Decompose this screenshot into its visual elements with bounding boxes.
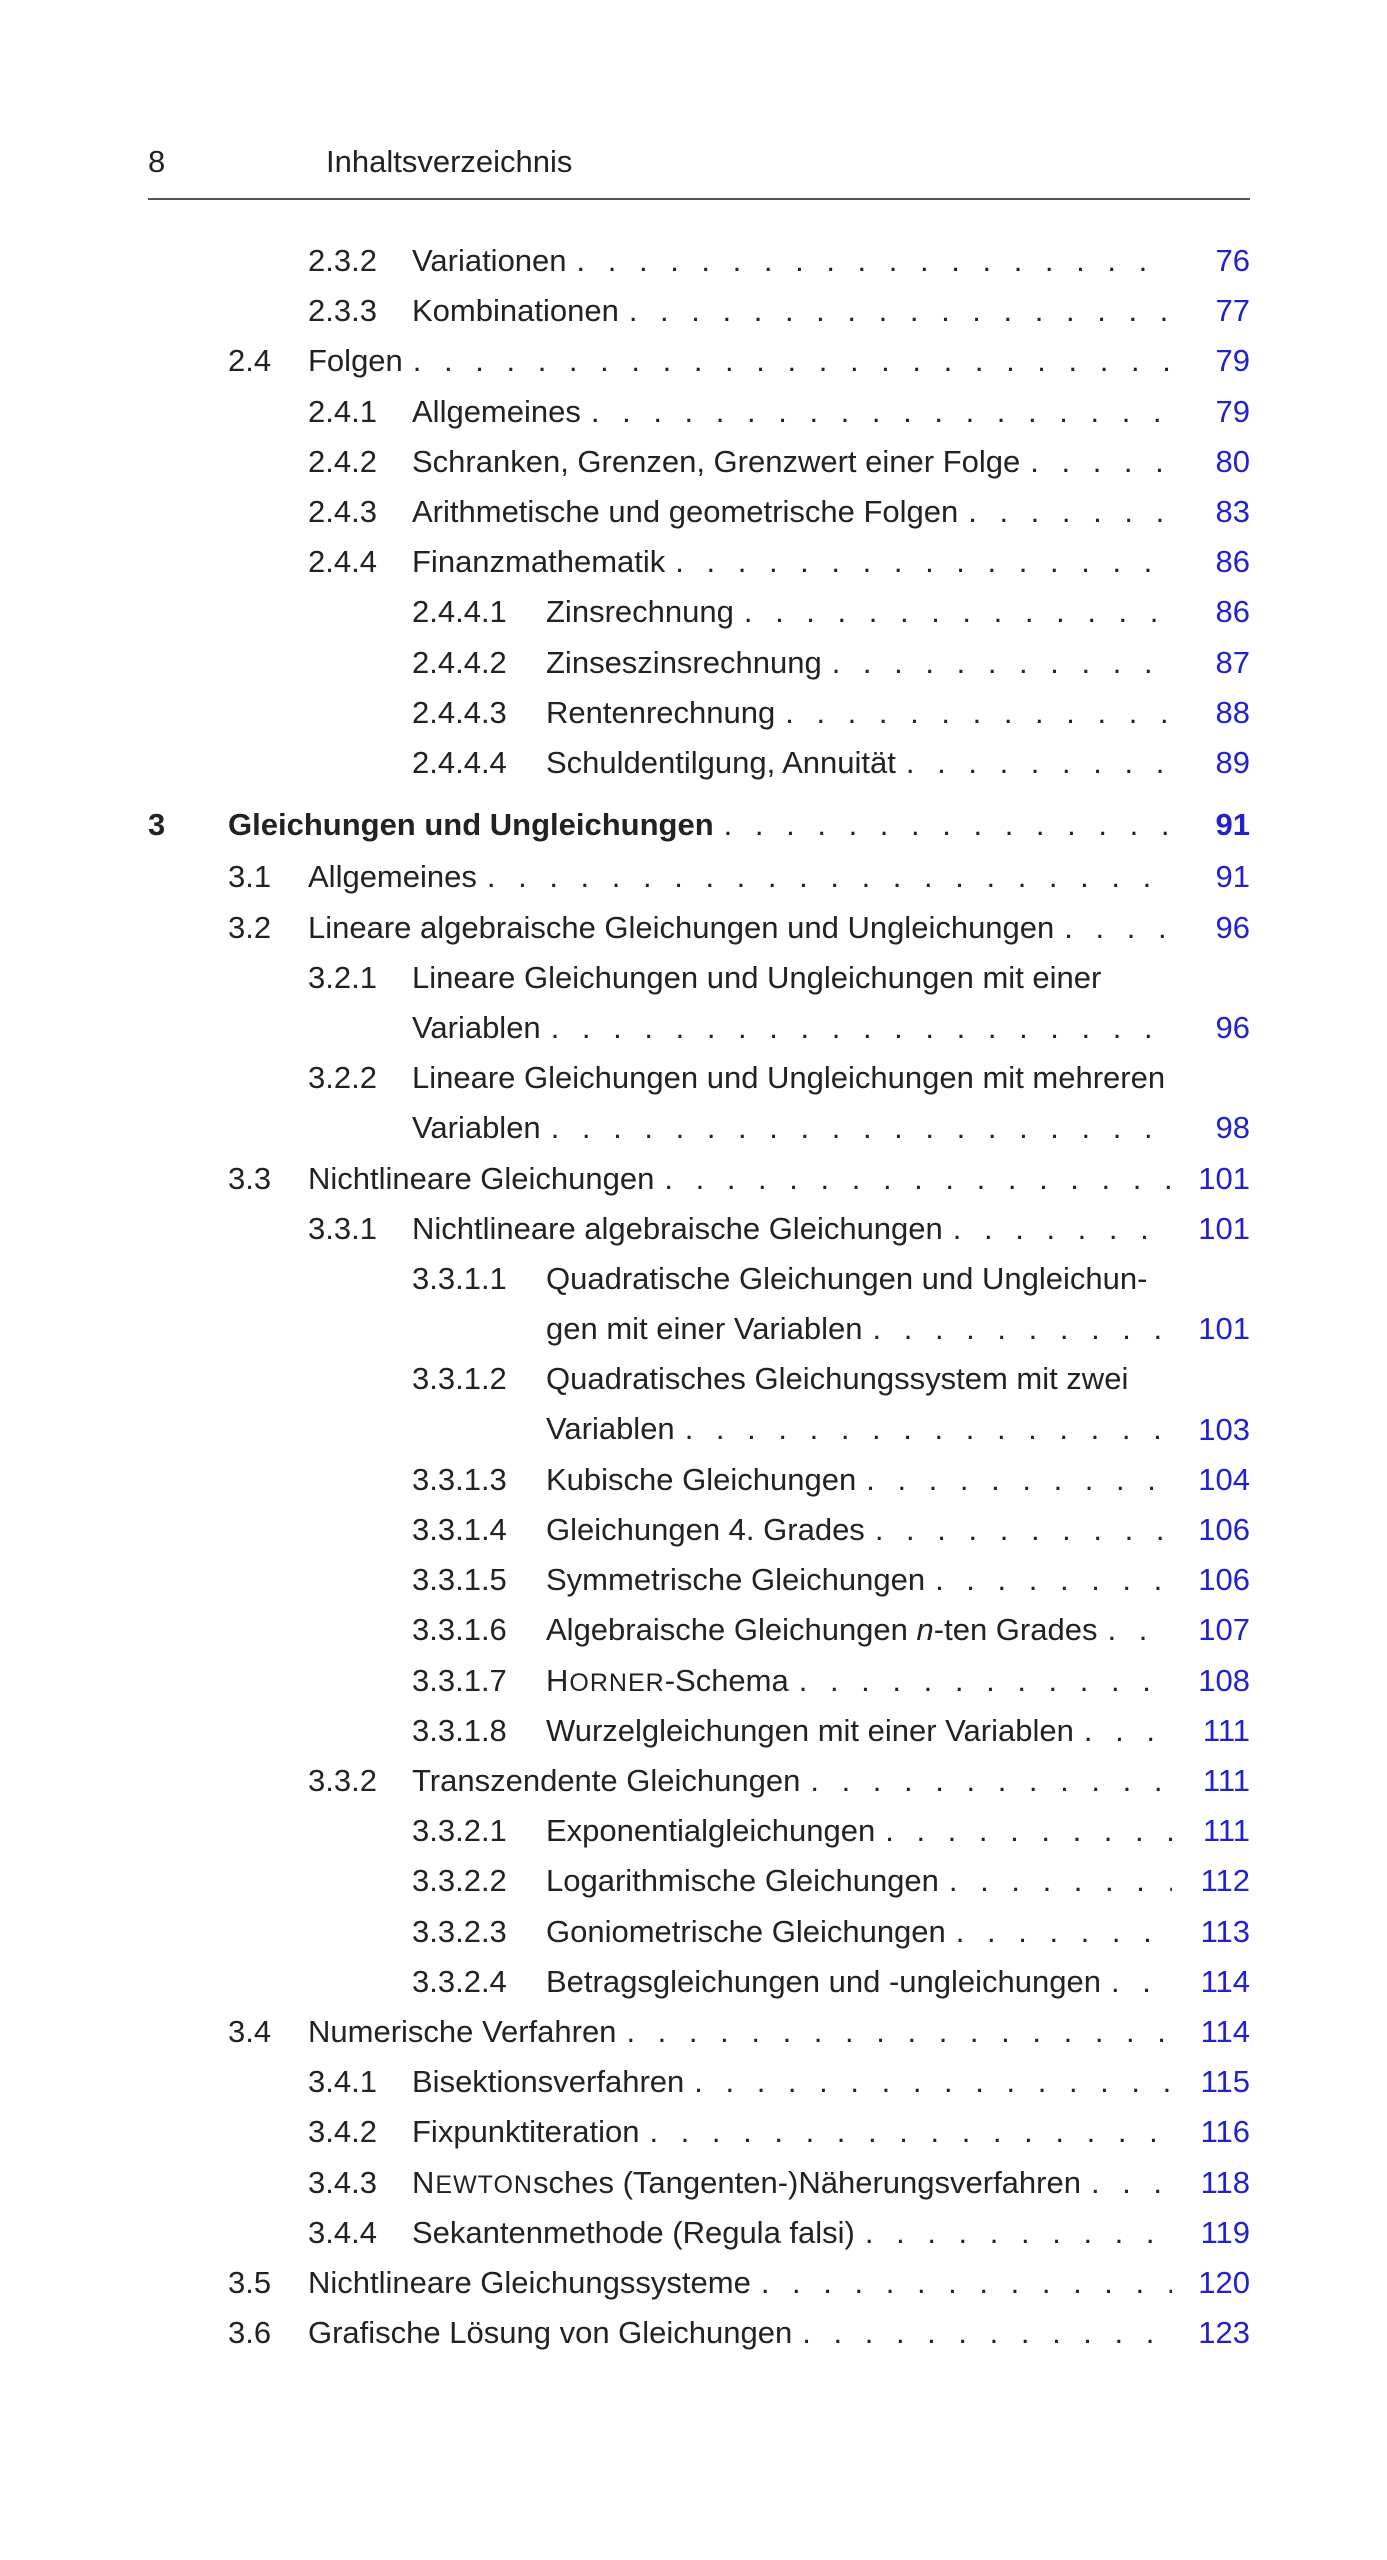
toc-entry-title-continued[interactable]: Variablen [412,1110,541,1146]
toc-entry-title[interactable]: Grafische Lösung von Gleichungen [308,2315,793,2351]
toc-dot-leader [664,1154,1172,1204]
toc-entry-title[interactable]: Kombinationen [412,293,619,329]
toc-entry-number: 3.6 [228,2315,272,2351]
toc-dot-leader [953,1204,1172,1254]
toc-entry-title[interactable]: Schuldentilgung, Annuität [546,745,896,780]
toc-page-link[interactable]: 120 [1198,2265,1250,2300]
toc-entry[interactable] [148,2107,1250,2157]
toc-entry-body [412,537,1172,587]
toc-entry-line [412,2208,1172,2258]
toc-entry-body [412,1204,1172,1254]
toc-entry-line [412,537,1172,587]
toc-title-part: Algebraische Gleichungen [546,1612,917,1648]
toc-page-link[interactable]: 91 [1215,859,1250,895]
toc-page-link[interactable]: 101 [1198,1210,1250,1246]
toc-entry-number: 3.5 [228,2265,272,2300]
toc-entry-body [412,437,1172,487]
toc-entry-body [546,587,1172,637]
toc-entry-line [546,638,1172,688]
toc-dot-leader [865,2208,1172,2258]
toc-entry-number: 3.4.2 [308,2114,377,2150]
toc-entry-body [546,1555,1172,1605]
toc-title-part: sches (Tangenten-)Näherungsverfahren [532,2164,1081,2200]
toc-entry-body [546,1806,1172,1856]
toc-entry-body [412,236,1172,286]
toc-entry-body [546,1254,1172,1354]
toc-entry[interactable] [148,1957,1250,2007]
toc-entry[interactable] [148,2208,1250,2258]
toc-page-link[interactable]: 106 [1198,1562,1250,1598]
toc-entry[interactable] [148,437,1250,487]
toc-entry-line [546,1605,1172,1655]
toc-entry-title-continued[interactable]: gen mit einer Variablen [546,1311,863,1346]
toc-entry-title[interactable]: Zinsrechnung [546,594,734,630]
toc-entry[interactable] [148,738,1250,788]
toc-entry[interactable] [148,1053,1250,1153]
toc-dot-leader [487,852,1172,902]
toc-entry-number: 3.3.1.8 [412,1712,507,1748]
toc-page-link[interactable]: 115 [1200,2064,1250,2100]
toc-entry-title[interactable]: Sekantenmethode (Regula falsi) [412,2214,855,2250]
toc-entry-number: 3.3.1.7 [412,1662,507,1698]
toc-page-link[interactable]: 103 [1198,1411,1250,1447]
toc-entry[interactable] [148,236,1250,286]
toc-entry[interactable] [148,1706,1250,1756]
toc-entry-line [308,336,1172,386]
toc-dot-leader [694,2057,1172,2107]
toc-page-link[interactable]: 79 [1215,343,1250,379]
toc-entry-line [308,903,1172,953]
toc-page-link[interactable]: 101 [1198,1160,1250,1196]
toc-page-link[interactable]: 77 [1215,293,1250,329]
toc-entry[interactable] [148,2308,1250,2358]
toc-dot-leader [1030,437,1172,487]
toc-dot-leader [761,2258,1172,2308]
toc-page-link[interactable]: 89 [1215,745,1250,780]
toc-entry-line [412,2158,1172,2208]
toc-entry[interactable] [148,1254,1250,1354]
toc-entry-number: 3.3.1.5 [412,1562,507,1598]
toc-entry[interactable] [148,1605,1250,1655]
toc-dot-leader [956,1907,1172,1957]
toc-entry-body [412,2107,1172,2157]
toc-entry-title[interactable]: Lineare Gleichungen und Ungleichungen mit einer [412,959,1102,995]
toc-entry-line [546,1806,1172,1856]
toc-dot-leader [832,638,1172,688]
toc-entry-body [546,1505,1172,1555]
toc-dot-leader [551,1003,1172,1053]
toc-entry-body [308,2258,1172,2308]
toc-entry-line [412,387,1172,437]
toc-page-link[interactable]: 80 [1215,443,1250,479]
toc-entry[interactable] [148,1555,1250,1605]
toc-entry-number: 2.4.4.2 [412,644,507,680]
toc-title-name: HORNER [546,1662,665,1698]
toc-entry[interactable] [148,2057,1250,2107]
toc-entry-title[interactable] [412,2158,1081,2210]
toc-dot-leader [626,2007,1172,2057]
toc-entry-title-continued[interactable]: Variablen [546,1411,675,1447]
toc-entry-line [308,2308,1172,2358]
toc-entry-line [546,688,1172,738]
toc-entry-title[interactable]: Allgemeines [308,859,477,895]
toc-entry-title[interactable]: Finanzmathematik [412,544,666,580]
toc-page-link[interactable]: 96 [1215,1009,1250,1045]
toc-entry-number: 2.4.4 [308,544,377,580]
toc-entry-title[interactable]: Zinseszinsrechnung [546,644,822,680]
toc-entry-title[interactable]: Symmetrische Gleichungen [546,1562,926,1598]
toc-entry[interactable] [148,286,1250,336]
toc-entry-body [412,286,1172,336]
toc-entry-number: 3.3.1.3 [412,1461,507,1497]
toc-entry-number: 3.3.2 [308,1763,377,1798]
toc-entry-body [228,800,1172,850]
toc-entry-line [228,800,1172,850]
toc-page-link[interactable]: 112 [1200,1863,1250,1899]
toc-entry-number: 2.4.4.3 [412,694,507,730]
toc-entry-title[interactable]: Goniometrische Gleichungen [546,1913,946,1949]
toc-entry-body [546,1706,1172,1756]
toc-dot-leader [577,236,1172,286]
toc-page-link[interactable]: 88 [1215,694,1250,730]
toc-entry-title-continued[interactable]: Variablen [412,1009,541,1045]
toc-title-part: -Schema [664,1662,789,1698]
toc-entry-number: 3.3.1.1 [412,1261,507,1296]
toc-entry-line [412,1756,1172,1806]
toc-entry[interactable] [148,487,1250,537]
toc-entry-number: 2.4.4.1 [412,594,507,630]
toc-entry-body [308,2308,1172,2358]
toc-entry-title[interactable]: Logarithmische Gleichungen [546,1863,939,1899]
toc-dot-leader [906,738,1172,788]
toc-entry-number: 2.3.3 [308,293,377,329]
toc-entry[interactable] [148,2158,1250,2208]
toc-dot-leader [866,1455,1172,1505]
toc-page-link[interactable]: 83 [1215,494,1250,529]
toc-entry-number: 3.3.1.6 [412,1612,507,1648]
toc-entry-number: 3.1 [228,859,272,895]
toc-entry[interactable] [148,2007,1250,2057]
toc-entry-body [308,2007,1172,2057]
toc-entry-number: 3.4.3 [308,2164,377,2200]
toc-entry-line [412,1103,1172,1153]
toc-entry-title[interactable]: Exponentialgleichungen [546,1813,876,1849]
toc-page-link[interactable]: 113 [1200,1913,1250,1949]
toc-entry[interactable] [148,2258,1250,2308]
toc-page-link[interactable]: 116 [1200,2114,1250,2150]
toc-entry-body [412,2158,1172,2208]
toc-entry-number: 3.3.2.1 [412,1813,507,1849]
toc-page-link[interactable]: 86 [1215,544,1250,580]
toc-entry-line [546,1404,1172,1454]
toc-entry-title[interactable]: Gleichungen 4. Grades [546,1512,865,1547]
toc-entry-line [412,2057,1172,2107]
toc-entry-number: 2.3.2 [308,243,377,278]
toc-entry-body [412,1756,1172,1806]
toc-entry-title[interactable] [546,1605,1097,1655]
toc-entry-line [546,1907,1172,1957]
toc-dot-leader [629,286,1172,336]
toc-entry-number: 2.4.3 [308,494,377,529]
toc-entry-title[interactable]: Betragsgleichungen und -ungleichungen [546,1963,1101,1999]
toc-entry[interactable] [148,688,1250,738]
toc-entry-line [412,1053,1172,1103]
toc-entry-title[interactable]: Wurzelgleichungen mit einer Variablen [546,1712,1074,1748]
toc-entry[interactable] [148,1806,1250,1856]
toc-dot-leader [1064,903,1172,953]
toc-entry-title[interactable]: Lineare Gleichungen und Ungleichungen mit mehreren [412,1060,1166,1096]
toc-entry-body [546,1957,1172,2007]
toc-entry-number: 3.4.4 [308,2214,377,2250]
toc-entry-body [546,688,1172,738]
toc-entry-title[interactable]: Variationen [412,243,567,278]
toc-entry-body [546,638,1172,688]
toc-entry[interactable] [148,387,1250,437]
toc-page-link[interactable]: 123 [1198,2315,1250,2351]
toc-entry[interactable] [148,1856,1250,1906]
toc-entry[interactable] [148,587,1250,637]
toc-page-link[interactable]: 111 [1202,1763,1250,1798]
toc-entry[interactable] [148,1505,1250,1555]
toc-page-link[interactable]: 86 [1215,594,1250,630]
toc-entry-title[interactable]: Arithmetische und geometrische Folgen [412,494,959,529]
toc-entry-title[interactable]: Nichtlineare Gleichungssysteme [308,2265,751,2300]
toc-dot-leader [799,1656,1172,1706]
toc-entry-body [412,1053,1172,1153]
toc-page-link[interactable]: 114 [1200,1963,1250,1999]
toc-title-part: -ten Grades [933,1612,1098,1648]
toc-entry[interactable] [148,1907,1250,1957]
toc-entry[interactable] [148,953,1250,1053]
toc-entry-number: 3.3.2.4 [412,1963,507,1999]
toc-entry-line [546,1656,1172,1706]
toc-entry[interactable] [148,852,1250,902]
toc-entry-line [412,437,1172,487]
toc-entry-body [546,1605,1172,1655]
toc-entry-line [546,1455,1172,1505]
toc-entry-number: 3.2 [228,909,272,945]
toc-page-link[interactable]: 96 [1215,909,1250,945]
toc-page-link[interactable]: 87 [1215,644,1250,680]
toc-entry[interactable] [148,1656,1250,1706]
toc-entry[interactable] [148,638,1250,688]
toc-entry-body [308,903,1172,953]
toc-dot-leader [873,1304,1173,1354]
toc-page-link[interactable]: 91 [1215,807,1250,843]
toc-entry-body [412,487,1172,537]
toc-entry-title[interactable]: Quadratisches Gleichungssystem mit zwei [546,1361,1129,1397]
toc-dot-leader [551,1103,1172,1153]
toc-entry-body [412,387,1172,437]
toc-entry-line [546,1254,1172,1304]
toc-entry-line [546,1354,1172,1404]
toc-entry-line [546,1706,1172,1756]
toc-entry-number: 2.4.1 [308,393,377,429]
toc-dot-leader [1084,1706,1172,1756]
toc-dot-leader [935,1555,1172,1605]
toc-entry-line [308,2007,1172,2057]
toc-entry-number: 3.3.2.2 [412,1863,507,1899]
toc-title-math: n [916,1612,934,1648]
toc-entry[interactable] [148,1455,1250,1505]
toc-entry-title[interactable]: Allgemeines [412,393,581,429]
toc-page-link[interactable]: 98 [1215,1110,1250,1146]
toc-page-link[interactable]: 79 [1215,393,1250,429]
page-title: Inhaltsverzeichnis [326,144,573,179]
toc-entry-line [412,487,1172,537]
toc-entry[interactable] [148,1154,1250,1204]
toc-title-name: NEWTON [412,2164,533,2200]
toc-entry-body [308,852,1172,902]
toc-dot-leader [413,336,1172,386]
toc-entry-number: 3.4.1 [308,2064,377,2100]
toc-entry-number: 3.3.2.3 [412,1913,507,1949]
toc-entry-line [546,1505,1172,1555]
page-number: 8 [148,144,166,179]
toc-entry-number: 3.2.1 [308,959,377,995]
toc-entry-body [412,2208,1172,2258]
toc-entry-line [308,2258,1172,2308]
toc-page-link[interactable]: 107 [1198,1612,1250,1648]
toc-entry-title[interactable] [546,1656,789,1708]
toc-entry-body [546,1656,1172,1706]
toc-entry-line [308,852,1172,902]
toc-entry-number: 2.4.2 [308,443,377,479]
toc-entry-body [546,1455,1172,1505]
toc-entry-line [412,1003,1172,1053]
running-header [148,138,1250,200]
toc-entry-line [546,1555,1172,1605]
toc-dot-leader [968,487,1172,537]
toc-entry[interactable] [148,537,1250,587]
toc-entry-title[interactable]: Lineare algebraische Gleichungen und Ungleichungen [308,909,1055,945]
toc-entry-number: 2.4 [228,343,272,379]
toc-entry-line [546,1957,1172,2007]
toc-dot-leader [724,800,1172,850]
toc-chapter-entry[interactable] [148,800,1250,850]
toc-entry-line [546,738,1172,788]
toc-entry-title[interactable]: Nichtlineare algebraische Gleichungen [412,1210,943,1246]
toc-entry-title[interactable]: Folgen [308,343,403,379]
toc-entry-number: 3.3.1.2 [412,1361,507,1397]
toc-entry-body [546,1856,1172,1906]
toc-entry-title[interactable]: Bisektionsverfahren [412,2064,685,2100]
toc-page-link[interactable]: 111 [1202,1813,1250,1849]
toc-entry-line [412,236,1172,286]
toc-page-link[interactable]: 118 [1200,2164,1250,2200]
toc-entry-body [412,953,1172,1053]
toc-entry-body [412,2057,1172,2107]
toc-entry-title[interactable]: Numerische Verfahren [308,2014,617,2049]
toc-page-link[interactable]: 111 [1202,1712,1250,1748]
toc-entry-body [546,738,1172,788]
toc-entry-line [308,1154,1172,1204]
toc-entry-line [546,1856,1172,1906]
toc-dot-leader [949,1856,1172,1906]
toc-page-link[interactable]: 114 [1200,2014,1250,2049]
toc-entry-line [412,953,1172,1003]
toc-page-link[interactable]: 119 [1200,2214,1250,2250]
toc-entry-number: 3.2.2 [308,1060,377,1096]
toc-entry-title[interactable]: Schranken, Grenzen, Grenzwert einer Folge [412,443,1021,479]
toc-dot-leader [1111,1957,1172,2007]
toc-entry-number: 3 [148,807,166,843]
toc-page-link[interactable]: 101 [1198,1311,1250,1347]
toc-entry[interactable] [148,1354,1250,1454]
toc-entry-title[interactable]: Fixpunktiteration [412,2114,640,2150]
toc-dot-leader [802,2308,1172,2358]
toc-entry-number: 2.4.4.4 [412,745,507,780]
toc-entry-title[interactable]: Kubische Gleichungen [546,1461,857,1497]
toc-entry-line [412,1204,1172,1254]
toc-entry-title[interactable]: Transzendente Gleichungen [412,1763,801,1798]
toc-entry-title[interactable]: Nichtlineare Gleichungen [308,1160,655,1196]
toc-entry-number: 3.3.1 [308,1210,377,1246]
toc-entry-body [308,1154,1172,1204]
toc-dot-leader [885,1806,1172,1856]
toc-entry-body [546,1907,1172,1957]
toc-page-link[interactable]: 108 [1198,1662,1250,1698]
toc-entry-line [412,286,1172,336]
toc-entry[interactable] [148,1756,1250,1806]
toc-page-link[interactable]: 76 [1215,243,1250,278]
toc-entry-line [546,1304,1172,1354]
toc-page-link[interactable]: 104 [1198,1461,1250,1497]
toc-entry[interactable] [148,903,1250,953]
toc-entry-line [412,2107,1172,2157]
toc-dot-leader [810,1756,1172,1806]
toc-dot-leader [649,2107,1172,2157]
toc-entry-number: 3.4 [228,2014,272,2049]
toc-dot-leader [591,387,1172,437]
toc-dot-leader [875,1505,1172,1555]
toc-entry-title[interactable]: Gleichungen und Ungleichungen [228,807,714,843]
toc-dot-leader [1091,2158,1172,2208]
toc-dot-leader [744,587,1172,637]
toc-entry-title[interactable]: Rentenrechnung [546,694,776,730]
toc-entry-body [308,336,1172,386]
toc-entry[interactable] [148,1204,1250,1254]
toc-entry-line [546,587,1172,637]
toc-dot-leader [785,688,1172,738]
toc-dot-leader [1107,1605,1172,1655]
toc-entry-title[interactable]: Quadratische Gleichungen und Ungleichun- [546,1261,1148,1296]
toc-page-link[interactable]: 106 [1198,1512,1250,1547]
toc-entry[interactable] [148,336,1250,386]
toc-dot-leader [685,1404,1172,1454]
toc-dot-leader [675,537,1172,587]
toc-entry-body [546,1354,1172,1454]
toc-entry-number: 3.3.1.4 [412,1512,507,1547]
toc-entry-number: 3.3 [228,1160,272,1196]
